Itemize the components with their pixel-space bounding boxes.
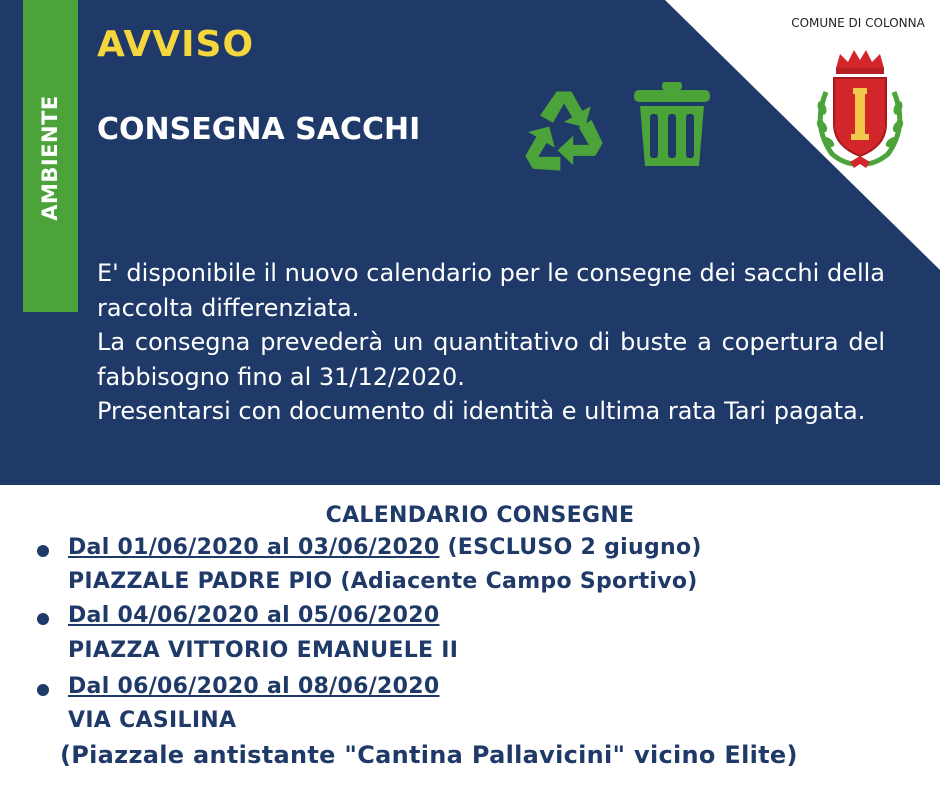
calendar-entry-detail: (Piazzale antistante "Cantina Pallavicini" vicino Elite) (60, 741, 798, 769)
bullet-icon (37, 613, 49, 625)
calendar-entry-location: VIA CASILINA (68, 708, 237, 733)
entry-date-range: Dal 01/06/2020 al 03/06/2020 (68, 535, 440, 560)
notice-subtitle: CONSEGNA SACCHI (97, 112, 421, 147)
entry-date-range: Dal 04/06/2020 al 05/06/2020 (68, 603, 440, 628)
calendar-entry-dates (68, 535, 702, 560)
calendar-title: CALENDARIO CONSEGNE (325, 503, 635, 528)
notice-paragraph: Presentarsi con documento di identità e ultima rata Tari pagata. (97, 397, 866, 425)
entry-date-range: Dal 06/06/2020 al 08/06/2020 (68, 674, 440, 699)
bullet-icon (37, 545, 49, 557)
notice-paragraph: La consegna prevederà un quantitativo di buste a copertura del fabbisogno fino al 31/12/2020. (97, 328, 885, 391)
municipality-name: COMUNE DI COLONNA (791, 16, 925, 30)
calendar-entry-location: PIAZZALE PADRE PIO (Adiacente Campo Sportivo) (68, 569, 698, 594)
bullet-icon (37, 684, 49, 696)
notice-paragraph: E' disponibile il nuovo calendario per le consegne dei sacchi della raccolta differenziata. (97, 259, 885, 322)
recycle-icon (518, 86, 610, 178)
notice-title: AVVISO (97, 24, 255, 65)
calendar-entry-dates (68, 674, 439, 699)
notice-body (97, 256, 885, 429)
calendar-entry-location: PIAZZA VITTORIO EMANUELE II (68, 638, 459, 663)
municipal-crest (810, 46, 910, 174)
entry-note: (ESCLUSO 2 giugno) (447, 535, 702, 560)
trash-bin-icon (630, 80, 714, 170)
category-label: AMBIENTE (38, 95, 62, 221)
calendar-entry-dates (68, 603, 439, 628)
